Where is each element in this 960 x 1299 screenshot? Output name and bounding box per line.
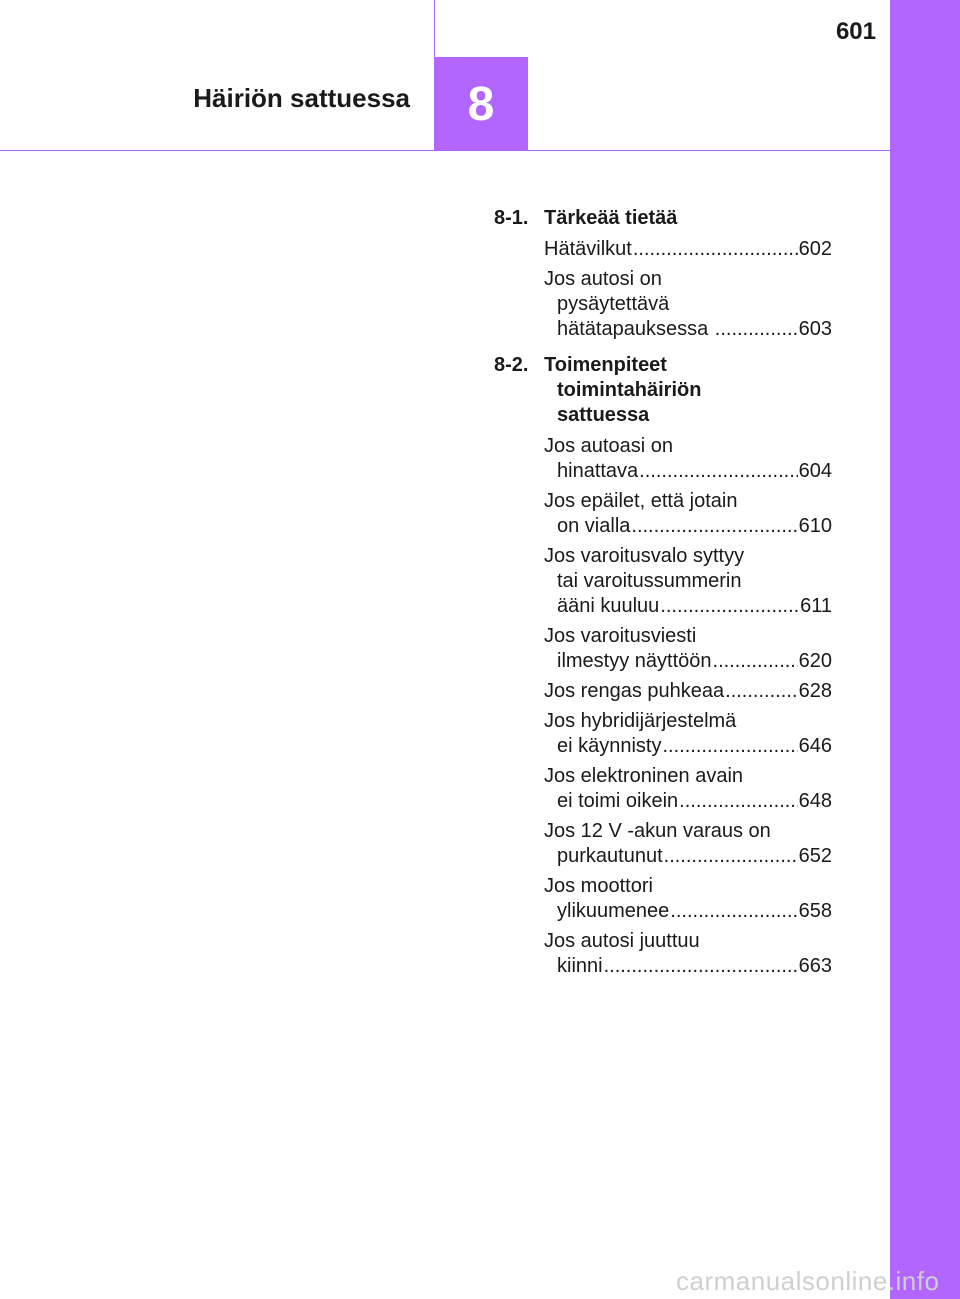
toc-entry-line xyxy=(544,874,832,899)
toc-entry-text: ei toimi oikein xyxy=(557,790,679,812)
toc-entry-text: purkautunut xyxy=(557,845,663,867)
toc-entry xyxy=(544,544,832,619)
toc-entry-line xyxy=(544,789,832,814)
toc-entry-text: hinattava xyxy=(557,460,639,482)
toc-entry-page: 663 xyxy=(798,955,832,977)
dot-leader xyxy=(663,734,798,759)
dot-leader xyxy=(631,514,797,539)
toc-entry-line xyxy=(544,899,832,924)
toc-entry-page: 611 xyxy=(800,595,832,617)
toc-entry-page: 646 xyxy=(798,735,832,757)
toc-entry-line xyxy=(544,569,832,594)
toc-entry-text: ylikuumenee xyxy=(557,900,670,922)
toc-entry-line xyxy=(544,954,832,979)
dot-leader xyxy=(633,237,798,262)
toc-entry-line xyxy=(544,514,832,539)
chapter-side-bar xyxy=(890,0,960,1299)
toc-entry-text: kiinni xyxy=(557,955,603,977)
toc-entry-page: 620 xyxy=(798,650,832,672)
toc-entry xyxy=(544,764,832,814)
toc-entry-line xyxy=(544,929,832,954)
toc-entry xyxy=(544,489,832,539)
toc-entry-text: Jos 12 V -akun varaus on xyxy=(544,820,771,842)
section-number: 8-1. xyxy=(494,207,529,229)
toc-entry-line xyxy=(544,459,832,484)
toc-entry-page: 648 xyxy=(798,790,832,812)
toc-entry xyxy=(544,874,832,924)
toc-entry-text: Jos rengas puhkeaa xyxy=(544,680,725,702)
section-title-block xyxy=(544,206,677,231)
toc-entry-text: Jos elektroninen avain xyxy=(544,765,744,787)
table-of-contents xyxy=(494,206,832,984)
toc-entry-text: Jos varoitusvalo syttyy xyxy=(544,545,745,567)
watermark: carmanualsonline.info xyxy=(676,1266,940,1296)
toc-entry-line xyxy=(544,594,832,619)
toc-entry-page: 604 xyxy=(798,460,832,482)
dot-leader xyxy=(715,317,798,342)
toc-entry-line xyxy=(544,649,832,674)
toc-entry xyxy=(544,267,832,342)
toc-entry-line xyxy=(544,734,832,759)
dot-leader xyxy=(679,789,797,814)
toc-entry xyxy=(544,709,832,759)
toc-entry-line xyxy=(544,844,832,869)
toc-entry-text: Jos hybridijärjestelmä xyxy=(544,710,737,732)
chapter-title: Häiriön sattuessa xyxy=(193,83,410,113)
dot-leader xyxy=(660,594,799,619)
toc-entry-line xyxy=(544,544,832,569)
section-title-line: sattuessa xyxy=(557,404,650,426)
toc-entry-text: Jos varoitusviesti xyxy=(544,625,697,647)
toc-entry-text: tai varoitussummerin xyxy=(557,570,742,592)
toc-entry-page: 652 xyxy=(798,845,832,867)
chapter-number-badge: 8 xyxy=(434,57,528,151)
toc-entry-line xyxy=(544,709,832,734)
toc-entry-line xyxy=(544,434,832,459)
toc-entry-page: 603 xyxy=(798,318,832,340)
dot-leader xyxy=(713,649,798,674)
toc-entry xyxy=(544,819,832,869)
toc-entry xyxy=(544,679,832,704)
toc-entry-line xyxy=(544,292,832,317)
toc-entry-line xyxy=(544,237,832,262)
section-entries xyxy=(494,434,832,979)
dot-leader xyxy=(725,679,797,704)
section-title-line: Toimenpiteet xyxy=(544,354,667,376)
toc-section-heading xyxy=(494,206,832,231)
dot-leader xyxy=(670,899,797,924)
toc-entry-text: ilmestyy näyttöön xyxy=(557,650,712,672)
toc-entry-page: 628 xyxy=(798,680,832,702)
toc-entry-line xyxy=(544,679,832,704)
toc-entry-line xyxy=(544,267,832,292)
toc-entry-line xyxy=(544,764,832,789)
dot-leader xyxy=(639,459,797,484)
toc-entry-line xyxy=(544,317,832,342)
toc-entry-text: ei käynnisty xyxy=(557,735,662,757)
section-title-line: Tärkeää tietää xyxy=(544,207,678,229)
page-number: 601 xyxy=(835,18,876,45)
toc-entry-text: ääni kuuluu xyxy=(557,595,660,617)
toc-entry-text: Jos epäilet, että jotain xyxy=(544,490,738,512)
toc-entry-page: 602 xyxy=(798,238,832,260)
toc-entry-page: 610 xyxy=(798,515,832,537)
toc-entry-page: 658 xyxy=(798,900,832,922)
toc-entry-text: hätätapauksessa xyxy=(557,318,714,340)
toc-entry-text: on vialla xyxy=(557,515,631,537)
toc-entry-text: Jos autosi juuttuu xyxy=(544,930,700,952)
toc-entry-text: Jos autosi on xyxy=(544,268,662,290)
section-title-line: toimintahäiriön xyxy=(557,379,702,401)
toc-entry xyxy=(544,624,832,674)
toc-entry-text: Jos autoasi on xyxy=(544,435,673,457)
toc-entry-line xyxy=(544,489,832,514)
section-entries xyxy=(494,237,832,342)
header-divider xyxy=(0,150,890,151)
toc-section-heading xyxy=(494,353,832,428)
dot-leader xyxy=(604,954,798,979)
toc-entry-line xyxy=(544,819,832,844)
section-title-block xyxy=(544,353,701,428)
toc-entry-line xyxy=(544,624,832,649)
toc-entry-text: Hätävilkut xyxy=(544,238,632,260)
section-number: 8-2. xyxy=(494,354,529,376)
toc-entry-text: pysäytettävä xyxy=(557,293,670,315)
header-divider-vertical xyxy=(434,0,435,57)
dot-leader xyxy=(664,844,798,869)
toc-entry-text: Jos moottori xyxy=(544,875,653,897)
toc-entry xyxy=(544,237,832,262)
toc-entry xyxy=(544,929,832,979)
toc-entry xyxy=(544,434,832,484)
